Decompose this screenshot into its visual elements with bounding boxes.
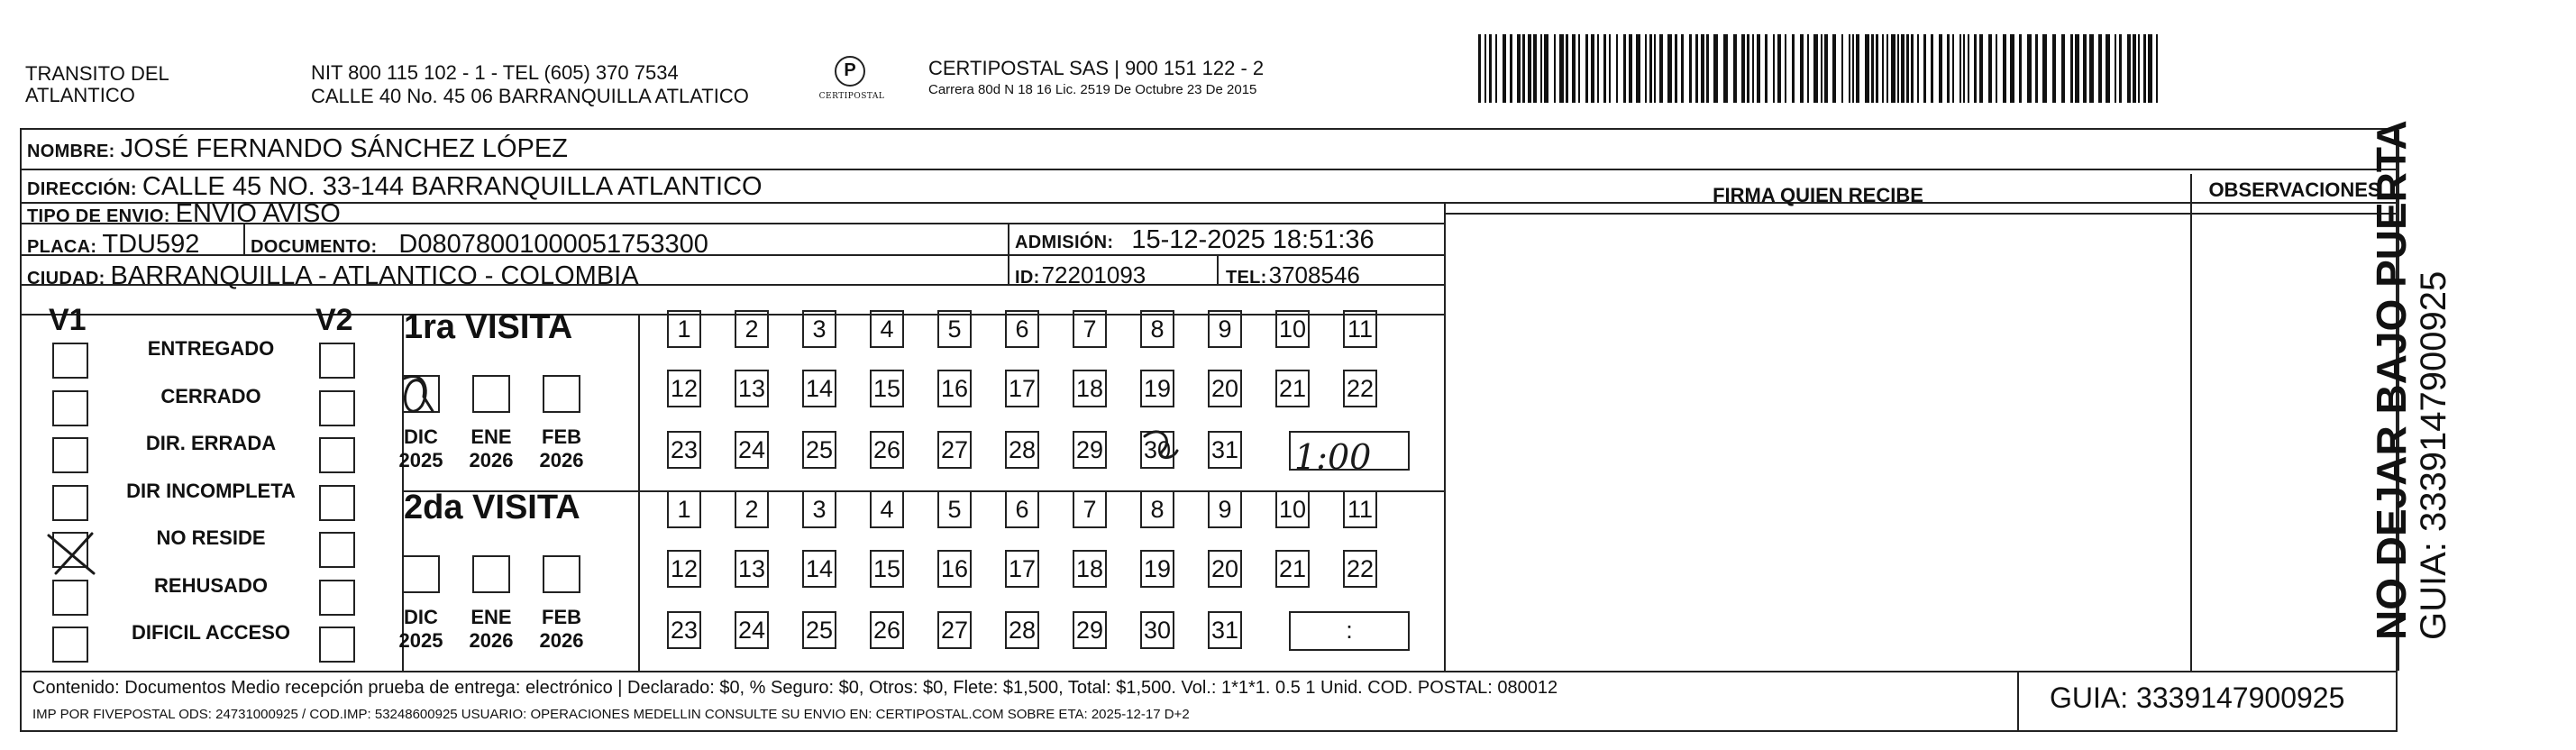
day-box[interactable]: 31 [1208,611,1242,649]
footer-print-line: IMP POR FIVEPOSTAL ODS: 24731000925 / COD.IMP: 53248600925 USUARIO: OPERACIONES MEDELLIN CONSULTE SU ENVIO EN: CERTIPOSTAL.COM SOBRE ETA: 2025-12-17 D+2 [32,707,1190,722]
barcode-bar [1849,34,1850,103]
month-checkbox[interactable] [402,375,440,413]
barcode-bar [1649,34,1652,103]
barcode-bar [1752,34,1754,103]
v2-checkbox[interactable] [319,485,355,521]
day-box[interactable]: 31 [1208,431,1242,469]
sender-contact [311,61,749,108]
status-option-label: CERRADO [160,384,261,407]
ship-type-row [27,199,341,229]
barcode-bar [2035,34,2038,103]
day-box[interactable]: 19 [1140,550,1174,588]
day-box[interactable]: 14 [802,550,836,588]
month-name: DIC [404,425,438,448]
barcode-bar [1503,34,1506,103]
barcode-bar [1554,34,1556,103]
day-box[interactable]: 29 [1073,611,1107,649]
day-box[interactable]: 20 [1208,550,1242,588]
day-box[interactable]: 4 [870,310,904,348]
barcode-bar [1695,34,1698,103]
logo-mark-icon: P [835,56,865,87]
v2-checkbox[interactable] [319,437,355,473]
admission-label: ADMISIÓN: [1015,233,1114,252]
day-box[interactable]: 27 [937,611,972,649]
logo-text: CERTIPOSTAL [818,92,885,101]
day-box[interactable]: 24 [735,431,769,469]
city: BARRANQUILLA - ATLANTICO - COLOMBIA [110,261,639,290]
barcode-bar [1510,34,1512,103]
certipostal-logo [811,52,892,106]
recipient-address-row [27,172,763,202]
barcode-bar [1495,34,1497,103]
barcode-bar [2119,34,2122,103]
barcode-bar [2127,34,2131,103]
barcode-bar [1623,34,1626,103]
side-guia: GUIA: 3339147900925 [2414,270,2453,640]
barcode-bar [1911,34,1914,103]
day-box[interactable]: 2 [735,310,769,348]
month-year: 2025 [398,629,443,652]
id-label: ID: [1015,268,1040,288]
barcode-bar [1681,34,1684,103]
month-label [530,425,593,472]
day-box[interactable]: 14 [802,370,836,407]
month-checkbox[interactable] [543,375,580,413]
day-box[interactable]: 10 [1275,490,1310,528]
barcode-bar [1741,34,1745,103]
v1-checkbox[interactable] [52,343,88,379]
day-box[interactable]: 11 [1343,310,1377,348]
barcode-bar [2027,34,2032,103]
v1-checkbox[interactable] [52,580,88,616]
tel-cell [1226,261,1360,289]
barcode-bar [1706,34,1709,103]
barcode-bar [1807,34,1809,103]
day-box[interactable]: 3 [802,490,836,528]
barcode-bar [1522,34,1525,103]
barcode-bar [1597,34,1599,103]
barcode-bar [1923,34,1926,103]
v1-checkbox[interactable] [52,532,88,568]
barcode-bar [1517,34,1521,103]
v1-checkbox[interactable] [52,390,88,426]
day-box[interactable]: 3 [802,310,836,348]
barcode-bar [2070,34,2073,103]
barcode-bar [1931,34,1933,103]
barcode-bar [2089,34,2094,103]
day-box[interactable]: 1 [667,490,701,528]
v2-checkbox[interactable] [319,580,355,616]
month-name: FEB [542,606,581,628]
barcode-bar [1792,34,1795,103]
month-name: ENE [470,606,512,628]
barcode-bar [1533,34,1537,103]
barcode-bar [1963,34,1965,103]
barcode-bar [1947,34,1950,103]
recipient-name: JOSÉ FERNANDO SÁNCHEZ LÓPEZ [120,134,568,163]
barcode-bar [1540,34,1542,103]
barcode-bar [2075,34,2079,103]
barcode-bar [2003,34,2006,103]
month-label [460,425,523,472]
day-box[interactable]: 11 [1343,490,1377,528]
day-box[interactable]: 16 [937,550,972,588]
day-box[interactable]: 6 [1005,310,1039,348]
status-option-label: NO RESIDE [156,526,266,549]
day-box[interactable]: 25 [802,431,836,469]
document-number: D08078001000051753300 [398,230,708,259]
barcode-bar [1821,34,1822,103]
barcode-bar [2143,34,2146,103]
month-checkbox[interactable] [402,555,440,593]
barcode-bar [1959,34,1961,103]
day-box[interactable]: 26 [870,611,904,649]
footer-contents-line: Contenido: Documentos Medio recepción prueba de entrega: electrónico | Declarado: $0, % Seguro: $0, Otros: $0, Flete: $1,500, Total: $1,500. Vol.: 1*1*1. 0.5 1 Unid. COD. POSTAL: 080012 [32,678,1558,698]
day-box[interactable]: 10 [1275,310,1310,348]
barcode-bar [1478,34,1481,103]
barcode-bar [2010,34,2014,103]
address-label: DIRECCIÓN: [27,179,137,199]
day-box[interactable]: 13 [735,370,769,407]
month-year: 2026 [469,449,514,471]
barcode-bar [1591,34,1594,103]
day-box[interactable]: 26 [870,431,904,469]
day-box[interactable]: 15 [870,370,904,407]
barcode-bar [1856,34,1859,103]
barcode-bar [1865,34,1869,103]
status-option-label: DIR INCOMPLETA [126,479,296,502]
barcode-bar [2148,34,2152,103]
admission-datetime: 15-12-2025 18:51:36 [1131,225,1375,254]
month-year: 2026 [539,629,584,652]
day-box[interactable]: 7 [1073,310,1107,348]
month-year: 2025 [398,449,443,471]
recipient-address: CALLE 45 NO. 33-144 BARRANQUILLA ATLANTICO [142,172,763,201]
id-cell [1015,261,1146,289]
day-box[interactable]: 18 [1073,550,1107,588]
v2-checkbox[interactable] [319,390,355,426]
barcode-bar [2061,34,2065,103]
barcode-bar [2083,34,2087,103]
barcode-bar [1765,34,1768,103]
barcode-bar [1917,34,1919,103]
side-notice [2369,120,2453,640]
barcode-bar [1528,34,1531,103]
name-label: NOMBRE: [27,142,115,161]
barcode-bar [1901,34,1905,103]
day-box[interactable]: 5 [937,490,972,528]
day-box[interactable]: 8 [1140,490,1174,528]
barcode-bar [1824,34,1828,103]
month-year: 2026 [539,449,584,471]
barcode-bar [1667,34,1672,103]
barcode-bar [1629,34,1632,103]
nit-line: NIT 800 115 102 - 1 - TEL (605) 370 7534 [311,61,679,84]
day-box[interactable]: 22 [1343,550,1377,588]
barcode-bar [1968,34,1969,103]
day-box[interactable]: 28 [1005,431,1039,469]
barcode-bar [1701,34,1704,103]
barcode-bar [1659,34,1663,103]
side-warning: NO DEJAR BAJO PUERTA [2368,120,2415,640]
barcode-bar [1544,34,1548,103]
day-box[interactable]: 9 [1208,490,1242,528]
day-box[interactable]: 21 [1275,550,1310,588]
day-box[interactable]: 17 [1005,550,1039,588]
day-box[interactable]: 23 [667,611,701,649]
barcode-bar [1841,34,1843,103]
barcode-bar [1813,34,1818,103]
day-box[interactable]: 12 [667,550,701,588]
day-box[interactable]: 29 [1073,431,1107,469]
month-checkbox[interactable] [543,555,580,593]
barcode-bar [1675,34,1677,103]
barcode-bar [1636,34,1640,103]
barcode-bar [1876,34,1878,103]
sender-line-1: TRANSITO DEL [25,62,169,85]
barcode-bar [1689,34,1692,103]
day-box[interactable]: 28 [1005,611,1039,649]
barcode-bar [2138,34,2140,103]
day-box[interactable]: 13 [735,550,769,588]
tel-number: 3708546 [1268,261,1360,288]
v2-header: V2 [315,303,353,337]
day-box[interactable]: 30 [1140,431,1174,469]
month-name: DIC [404,606,438,628]
barcode-bar [1616,34,1618,103]
id-number: 72201093 [1041,261,1146,288]
city-label: CIUDAD: [27,269,105,288]
barcode-bar [1566,34,1568,103]
v1-header: V1 [49,303,87,337]
status-option-label: DIR. ERRADA [145,432,277,454]
ship-type: ENVIO AVISO [175,199,341,228]
barcode-bar [1952,34,1954,103]
time-box[interactable]: : [1289,611,1410,651]
barcode-bar [2115,34,2116,103]
footer-guia: GUIA: 3339147900925 [2050,681,2345,714]
day-box[interactable]: 4 [870,490,904,528]
status-option-label: REHUSADO [154,573,268,597]
barcode-bar [2098,34,2102,103]
day-box[interactable]: 15 [870,550,904,588]
barcode-bar [1757,34,1760,103]
plate-label: PLACA: [27,237,97,257]
v1-checkbox[interactable] [52,437,88,473]
barcode-bar [1645,34,1647,103]
month-name: FEB [542,425,581,448]
day-box[interactable]: 8 [1140,310,1174,348]
barcode-bar [2133,34,2136,103]
barcode-bar [1572,34,1576,103]
barcode-bar [1852,34,1854,103]
barcode-bar [1559,34,1564,103]
barcode-bar [1484,34,1486,103]
barcode-bar [1733,34,1737,103]
barcode-bar [1489,34,1492,103]
time-box[interactable] [1289,431,1410,471]
day-box[interactable]: 17 [1005,370,1039,407]
barcode-bar [2106,34,2110,103]
barcode-bar [1886,34,1888,103]
document-cell [251,230,708,260]
day-box[interactable]: 19 [1140,370,1174,407]
barcode-bar [1747,34,1749,103]
courier-license-line: Carrera 80d N 18 16 Lic. 2519 De Octubre 23 De 2015 [928,82,1257,97]
barcode [1478,34,2163,103]
day-box[interactable]: 9 [1208,310,1242,348]
plate-cell [27,230,199,260]
barcode-bar [2156,34,2158,103]
day-box[interactable]: 6 [1005,490,1039,528]
v2-checkbox[interactable] [319,343,355,379]
barcode-bar [1832,34,1836,103]
month-checkbox[interactable] [472,375,510,413]
day-box[interactable]: 22 [1343,370,1377,407]
visit-title: 1ra VISITA [404,308,573,346]
barcode-bar [1585,34,1588,103]
barcode-bar [1974,34,1977,103]
handwritten-time: 1:00 [1294,437,1372,477]
day-box[interactable]: 20 [1208,370,1242,407]
month-checkbox[interactable] [472,555,510,593]
barcode-bar [1996,34,1997,103]
day-box[interactable]: 12 [667,370,701,407]
barcode-bar [1882,34,1884,103]
v1-checkbox[interactable] [52,485,88,521]
sender-line-2: ATLANTICO [25,84,135,106]
barcode-bar [1988,34,1992,103]
v2-checkbox[interactable] [319,627,355,663]
barcode-bar [1713,34,1718,103]
day-box[interactable]: 25 [802,611,836,649]
day-box[interactable]: 16 [937,370,972,407]
city-cell [27,261,639,291]
barcode-bar [1723,34,1728,103]
day-box[interactable]: 24 [735,611,769,649]
barcode-bar [2019,34,2022,103]
barcode-bar [1891,34,1895,103]
month-year: 2026 [469,629,514,652]
v1-checkbox[interactable] [52,627,88,663]
sender-block [25,63,260,106]
barcode-bar [1871,34,1874,103]
admission-cell [1015,225,1375,255]
visit-title: 2da VISITA [404,489,580,526]
signature-header: FIRMA QUIEN RECIBE [1713,184,1923,206]
day-box[interactable]: 7 [1073,490,1107,528]
day-box[interactable]: 2 [735,490,769,528]
day-box[interactable]: 30 [1140,611,1174,649]
barcode-bar [1906,34,1909,103]
barcode-bar [1654,34,1656,103]
month-label [389,425,452,472]
barcode-bar [1777,34,1781,103]
barcode-bar [1979,34,1983,103]
sender-address-line: CALLE 40 No. 45 06 BARRANQUILLA ATLATICO [311,85,749,107]
barcode-bar [1609,34,1611,103]
day-box[interactable]: 1 [667,310,701,348]
day-box[interactable]: 21 [1275,370,1310,407]
ship-type-label: TIPO DE ENVIO: [27,206,170,226]
barcode-bar [1785,34,1786,103]
barcode-bar [1773,34,1775,103]
barcode-bar [1603,34,1606,103]
recipient-name-row [27,134,568,164]
day-box[interactable]: 23 [667,431,701,469]
month-label [460,606,523,653]
courier-name-line: CERTIPOSTAL SAS | 900 151 122 - 2 [928,57,1265,79]
status-option-label: ENTREGADO [147,337,275,360]
barcode-bar [2052,34,2056,103]
v2-checkbox[interactable] [319,532,355,568]
month-label [389,606,452,653]
day-box[interactable]: 5 [937,310,972,348]
document-label: DOCUMENTO: [251,237,378,257]
barcode-bar [1800,34,1804,103]
day-box[interactable]: 18 [1073,370,1107,407]
barcode-bar [1897,34,1899,103]
tel-label: TEL: [1226,268,1267,288]
observations-header: OBSERVACIONES [2208,178,2381,201]
barcode-bar [2042,34,2047,103]
status-option-label: DIFICIL ACCESO [131,621,290,644]
barcode-bar [1578,34,1580,103]
barcode-bar [1939,34,1942,103]
month-label [530,606,593,653]
plate: TDU592 [102,230,200,259]
day-box[interactable]: 27 [937,431,972,469]
courier-info [928,58,1264,101]
month-name: ENE [470,425,512,448]
